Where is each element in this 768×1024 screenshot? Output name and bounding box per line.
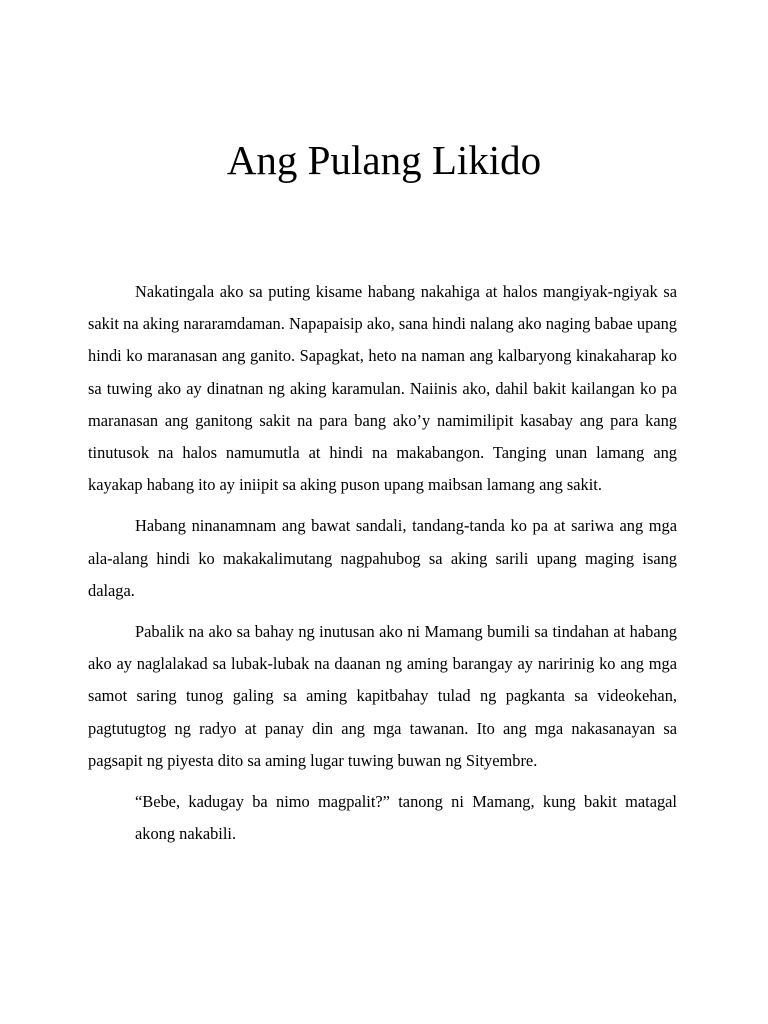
document-title: Ang Pulang Likido	[226, 137, 542, 183]
dialogue-paragraph: “Bebe, kadugay ba nimo magpalit?” tanong ni Mamang, kung bakit matagal akong nakabili.	[135, 792, 677, 844]
paragraph-3: Pabalik na ako sa bahay ng inutusan ako ni Mamang bumili sa tindahan at habang ako ay naglalakad sa lubak-lubak na daanan ng aming barangay ay naririnig ko ang mga samot saring tunog galing sa aming kapitbahay tulad ng pagkanta sa videokehan, pagtutugtog ng radyo at panay din ang mga tawanan. Ito ang mga nakasanayan sa pagsapit ng piyesta dito sa aming lugar tuwing buwan ng Sityembre.	[88, 622, 677, 770]
document-body	[88, 276, 677, 859]
paragraph-1: Nakatingala ako sa puting kisame habang nakahiga at halos mangiyak-ngiyak sa sakit na aking nararamdaman. Napapaisip ako, sana hindi nalang ako naging babae upang hindi ko maranasan ang ganito. Sapagkat, heto na naman ang kalbaryong kinakaharap ko sa tuwing ako ay dinatnan ng aking karamulan. Naiinis ako, dahil bakit kailangan ko pa maranasan ang ganitong sakit na para bang ako’y namimilipit kasabay ang para kang tinutusok na halos namumutla at hindi na makabangon. Tanging unan lamang ang kayakap habang ito ay iniipit sa aking puson upang maibsan lamang ang sakit.	[88, 282, 677, 495]
paragraph-2: Habang ninanamnam ang bawat sandali, tandang-tanda ko pa at sariwa ang mga ala-alang hindi ko makakalimutang nagpahubog sa aking sarili upang maging isang dalaga.	[88, 516, 677, 600]
